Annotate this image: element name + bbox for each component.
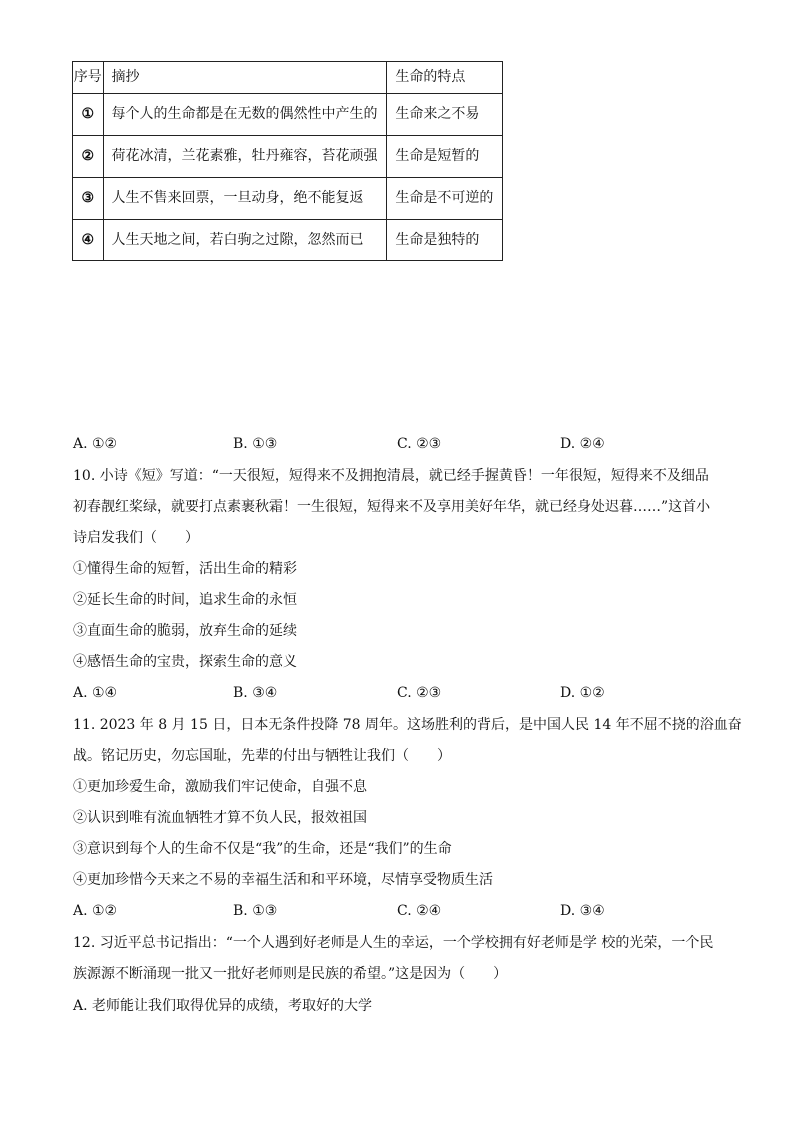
option-d[interactable]: D. ③④: [560, 903, 605, 919]
q11-statement: ②认识到唯有流血牺牲才算不负人民，报效祖国: [73, 810, 367, 826]
q10-stem-line: 初春靓红桨绿，就要打点素裹秋霜！一生很短，短得来不及享用美好年华，就已经身处迟暮……”这首小: [73, 499, 711, 515]
q12-stem-line: 12. 习近平总书记指出：“一个人遇到好老师是人生的幸运，一个学校拥有好老师是学 校的光荣，一个民: [73, 935, 714, 951]
option-c[interactable]: C. ②④: [397, 903, 442, 919]
q12-stem-line: 族源源不断涌现一批又一批好老师则是民族的希望。”这是因为（ ）: [73, 966, 508, 982]
option-a[interactable]: A. ①②: [73, 903, 118, 919]
row-feature: 生命来之不易: [387, 94, 503, 136]
q10-stem-line: 诗启发我们（ ）: [73, 530, 199, 546]
header-num: 序号: [73, 62, 104, 94]
q11-statement: ④更加珍惜今天来之不易的幸福生活和和平环境，尽情享受物质生活: [73, 872, 493, 888]
table-row: [73, 94, 503, 136]
table-header-row: [73, 62, 503, 94]
row-feature: 生命是独特的: [387, 220, 503, 261]
row-excerpt: 人生天地之间，若白驹之过隙，忽然而已: [103, 220, 387, 261]
row-feature: 生命是短暂的: [387, 136, 503, 178]
option-a[interactable]: A. ①②: [73, 436, 118, 452]
row-excerpt: 荷花冰清，兰花素雅，牡丹雍容，苔花顽强: [103, 136, 387, 178]
option-b[interactable]: B. ①③: [233, 903, 278, 919]
q11-options: [73, 896, 713, 927]
option-d[interactable]: D. ①②: [560, 685, 605, 701]
option-a[interactable]: A. ①④: [73, 685, 118, 701]
option-b[interactable]: B. ③④: [233, 685, 278, 701]
option-d[interactable]: D. ②④: [560, 436, 605, 452]
table-row: [73, 178, 503, 220]
row-num: ①: [73, 94, 104, 136]
q10-options: [73, 678, 713, 709]
table-row: [73, 136, 503, 178]
option-b[interactable]: B. ①③: [233, 436, 278, 452]
header-excerpt: 摘抄: [103, 62, 387, 94]
q12-option-a[interactable]: A. 老师能让我们取得优异的成绩，考取好的大学: [73, 998, 373, 1014]
q10-statement: ④感悟生命的宝贵，探索生命的意义: [73, 654, 297, 670]
row-feature: 生命是不可逆的: [387, 178, 503, 220]
q11-stem-line: 11. 2023 年 8 月 15 日，日本无条件投降 78 周年。这场胜利的背后，是中国人民 14 年不屈不挠的浴血奋: [73, 717, 742, 733]
q10-statement: ①懂得生命的短暂，活出生命的精彩: [73, 561, 297, 577]
q9-options: [73, 429, 713, 460]
q11-stem-line: 战。铭记历史，勿忘国耻，先辈的付出与牺牲让我们（ ）: [73, 748, 451, 764]
row-excerpt: 人生不售来回票，一旦动身，绝不能复返: [103, 178, 387, 220]
row-num: ④: [73, 220, 104, 261]
life-features-table: [72, 61, 503, 261]
option-c[interactable]: C. ②③: [397, 685, 442, 701]
row-num: ②: [73, 136, 104, 178]
q10-statement: ③直面生命的脆弱，放弃生命的延续: [73, 623, 297, 639]
q11-statement: ③意识到每个人的生命不仅是“我”的生命，还是“我们”的生命: [73, 841, 452, 857]
q11-statement: ①更加珍爱生命，激励我们牢记使命，自强不息: [73, 779, 367, 795]
table-row: [73, 220, 503, 261]
row-excerpt: 每个人的生命都是在无数的偶然性中产生的: [103, 94, 387, 136]
header-feature: 生命的特点: [387, 62, 503, 94]
q10-statement: ②延长生命的时间，追求生命的永恒: [73, 592, 297, 608]
option-c[interactable]: C. ②③: [397, 436, 442, 452]
q10-stem-line: 10. 小诗《短》写道：“一天很短，短得来不及拥抱清晨，就已经手握黄昏！一年很短，短得来不及细品: [73, 468, 709, 484]
row-num: ③: [73, 178, 104, 220]
